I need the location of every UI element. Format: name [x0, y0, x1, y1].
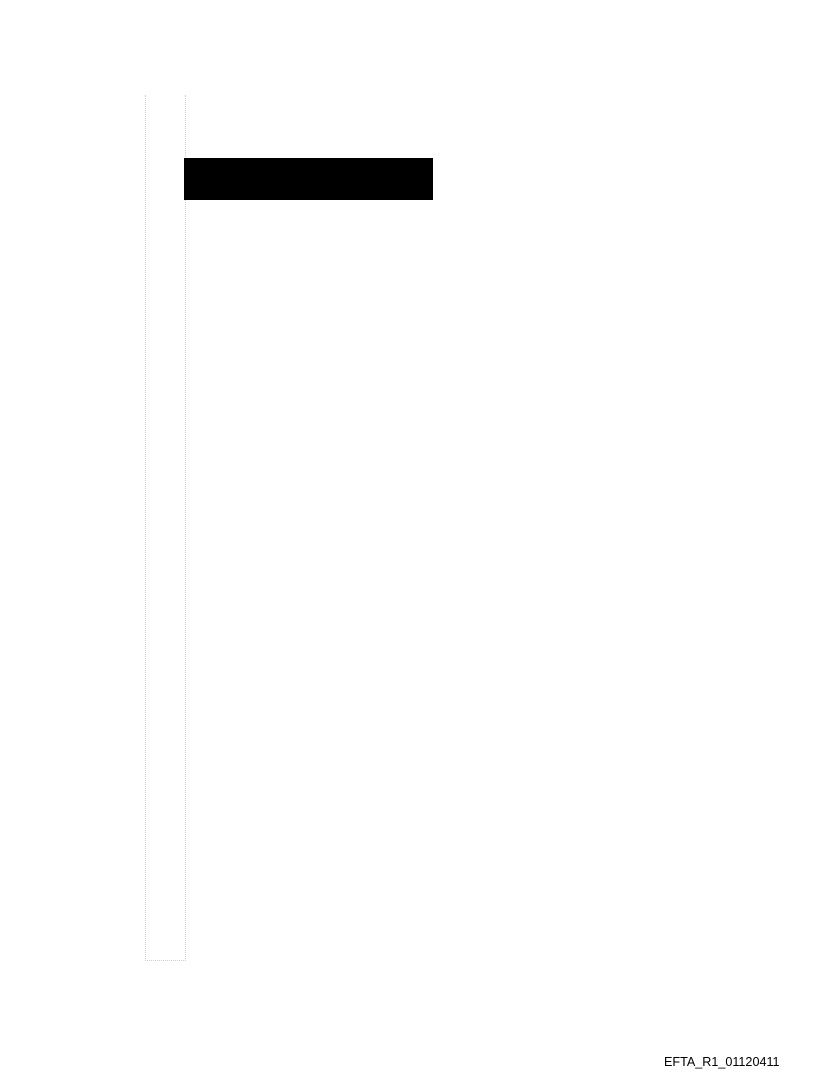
quote-border [145, 95, 186, 961]
document-id: EFTA_R1_01120411 [664, 1055, 780, 1069]
redaction-block [184, 158, 433, 200]
